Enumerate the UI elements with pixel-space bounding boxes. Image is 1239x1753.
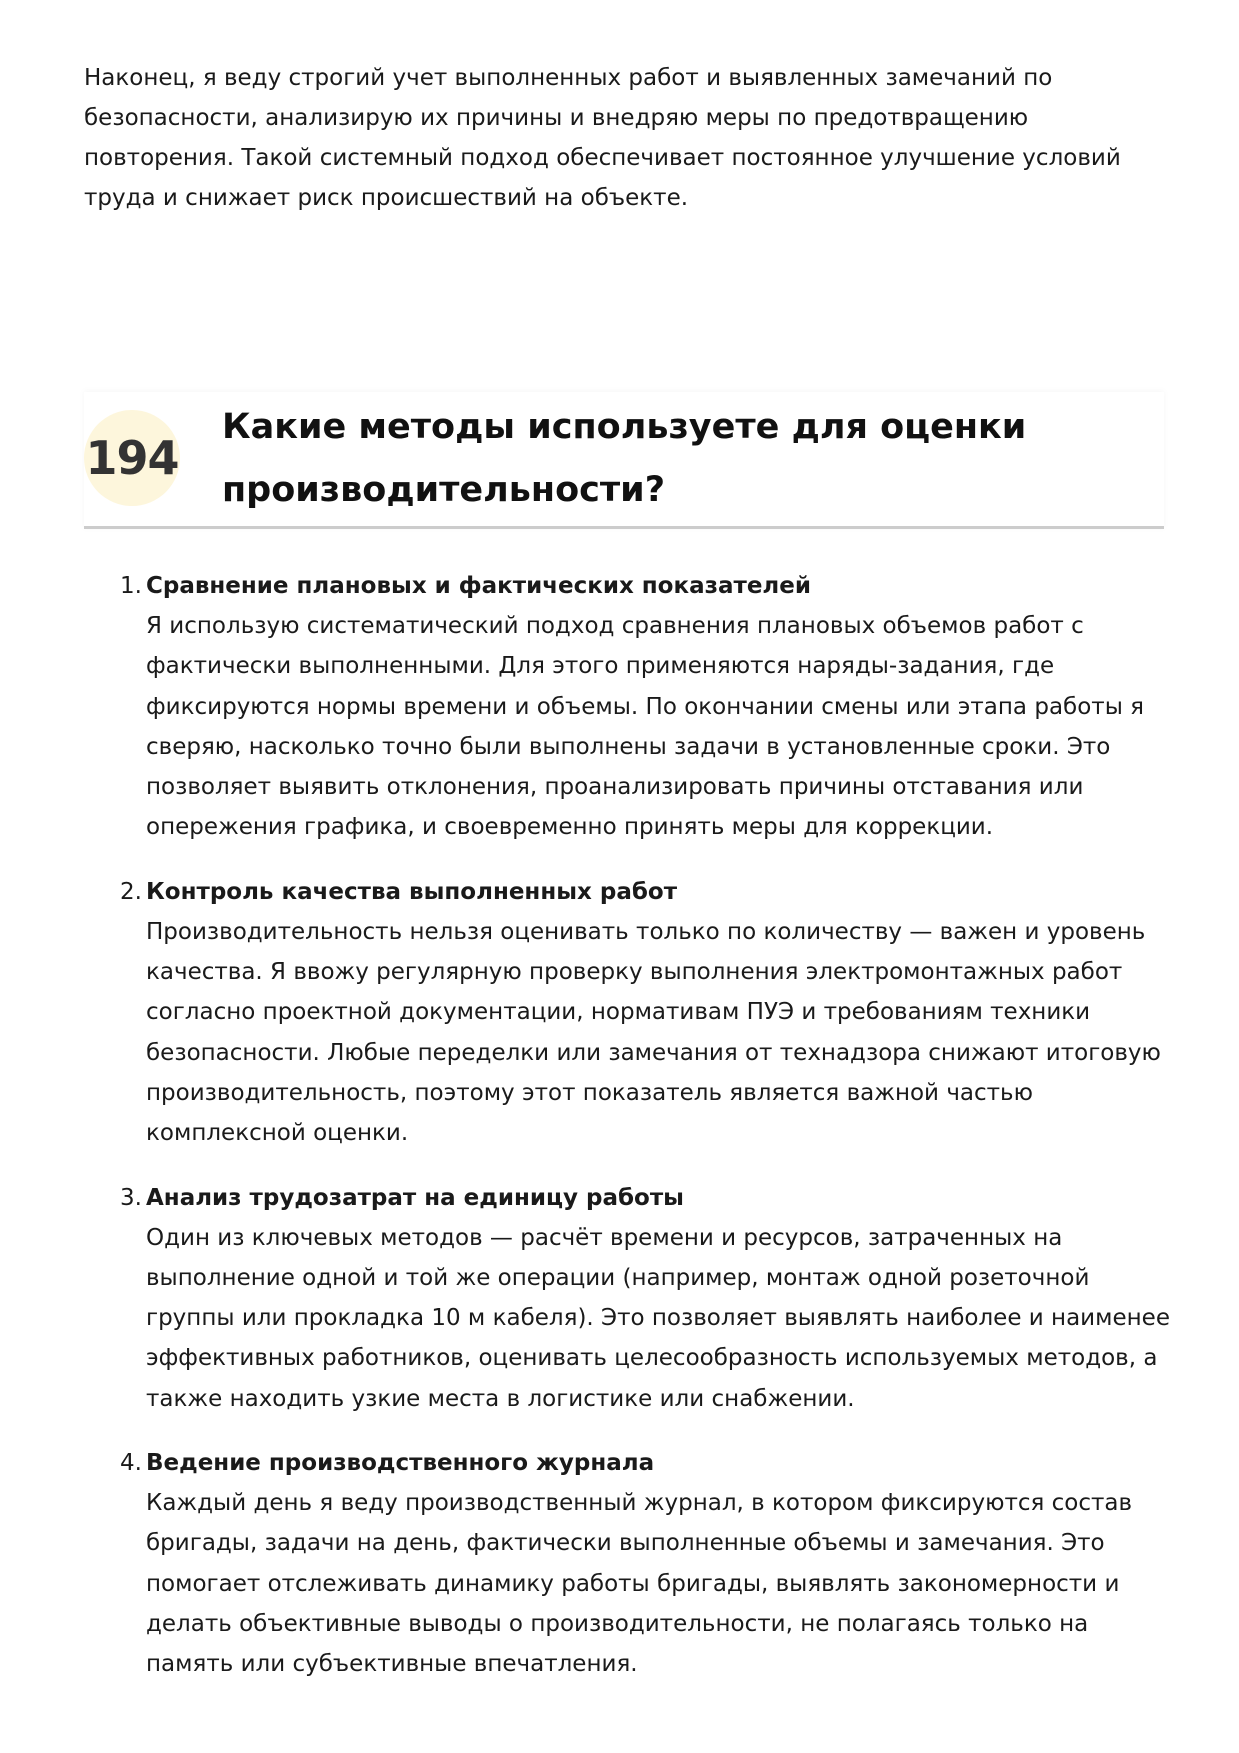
list-item-body: Я использую систематический подход сравнения плановых объемов работ с фактически выполненными. Для этого применяются наряды-задания, где фиксируются нормы времени и объемы. По окончании смены или этапа работы я сверяю, насколько точно были выполнены задачи в установленные сроки. Это позволяет выявить отклонения, проанализировать причины отставания или опережения графика, и своевременно принять меры для коррекции. xyxy=(146,613,1144,841)
list-item-number: 3. xyxy=(120,1184,142,1211)
page-content xyxy=(84,58,1164,218)
list-item-body: Производительность нельзя оценивать только по количеству — важен и уровень качества. Я ввожу регулярную проверку выполнения электромонтажных работ согласно проектной документации, нормативам ПУЭ и требованиям техники безопасности. Любые переделки или замечания от технадзора снижают итоговую производительность, поэтому этот показатель является важной частью комплексной оценки. xyxy=(146,918,1161,1147)
question-title: Какие методы используете для оценки производительности? xyxy=(222,407,1027,510)
question-header xyxy=(84,392,1164,529)
list-item xyxy=(84,566,1174,848)
intro-paragraph: Наконец, я веду строгий учет выполненных работ и выявленных замечаний по безопасности, анализирую их причины и внедряю меры по предотвращению повторения. Такой системный подход обеспечивает постоянное улучшение условий труда и снижает риск происшествий на объекте. xyxy=(84,65,1121,211)
list-item-title: Сравнение плановых и фактических показателей xyxy=(146,573,811,599)
question-number-badge: 194 xyxy=(84,410,180,506)
list-item-title: Контроль качества выполненных работ xyxy=(146,878,678,905)
list-item xyxy=(84,872,1174,1154)
methods-list xyxy=(84,566,1174,1709)
list-item-number: 1. xyxy=(120,573,142,599)
list-item-number: 4. xyxy=(120,1450,142,1477)
list-item-number: 2. xyxy=(120,878,142,905)
list-item-body: Один из ключевых методов — расчёт времени и ресурсов, затраченных на выполнение одной и той же операции (например, монтаж одной розеточной группы или прокладка 10 м кабеля). Это позволяет выявлять наиболее и наименее эффективных работников, оценивать целесообразность используемых методов, а также находить узкие места в логистике или снабжении. xyxy=(146,1224,1170,1412)
list-item xyxy=(84,1443,1174,1684)
list-item-title: Анализ трудозатрат на единицу работы xyxy=(146,1184,684,1211)
list-item xyxy=(84,1178,1174,1419)
list-item-body: Каждый день я веду производственный журнал, в котором фиксируются состав бригады, задачи на день, фактически выполненные объемы и замечания. Это помогает отслеживать динамику работы бригады, выявлять закономерности и делать объективные выводы о производительности, не полагаясь только на память или субъективные впечатления. xyxy=(146,1490,1133,1678)
list-item-title: Ведение производственного журнала xyxy=(146,1450,655,1477)
